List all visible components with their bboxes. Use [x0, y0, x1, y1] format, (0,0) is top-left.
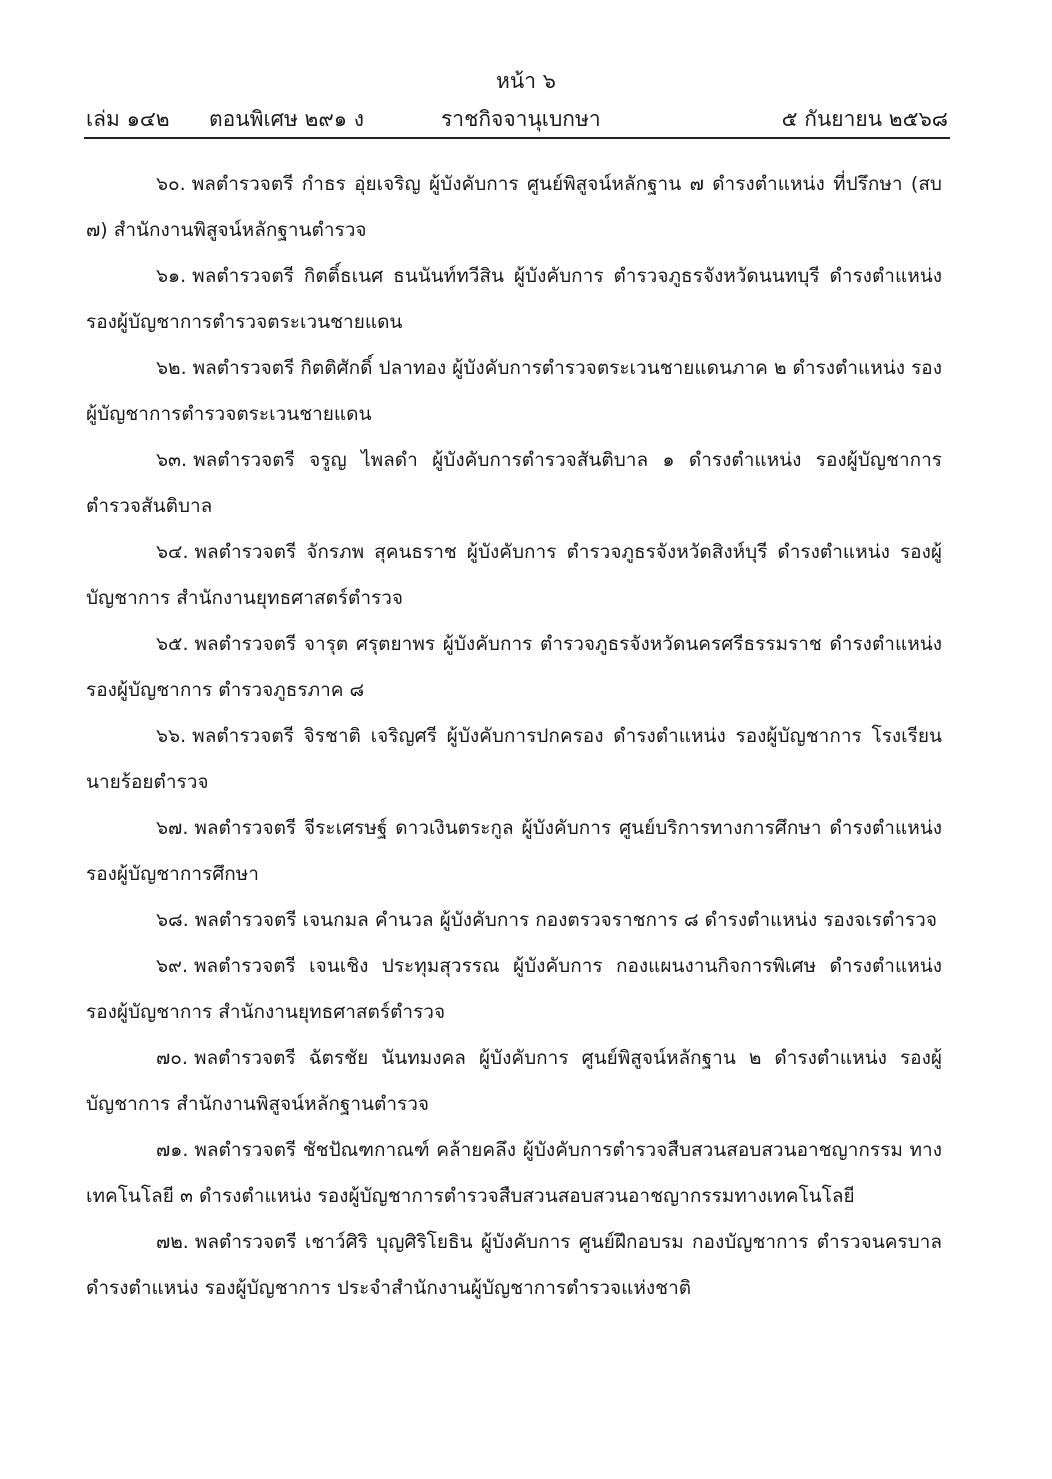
item-number: ๖๐. — [156, 173, 186, 195]
item-text: พลตำรวจตรี เชาว์ศิริ บุญศิริโยธิน ผู้บังคับการ ศูนย์ฝึกอบรม กองบัญชาการ ตำรวจนครบาล ดำรงตำแหน่ง รองผู้บัญชาการ ประจำสำนักงานผู้บัญชาการตำรวจแห่งชาติ — [86, 1231, 942, 1299]
item-text: พลตำรวจตรี ชัชปัณฑกาณฑ์ คล้ายคลึง ผู้บังคับการตำรวจสืบสวนสอบสวนอาชญากรรม ทางเทคโนโลยี ๓ ดำรงตำแหน่ง รองผู้บัญชาการตำรวจสืบสวนสอบสวนอาชญากรรมทางเทคโนโลยี — [86, 1139, 942, 1207]
list-item — [86, 1127, 942, 1219]
list-item — [86, 437, 942, 529]
item-number: ๖๘. — [156, 909, 189, 931]
item-number: ๖๒. — [156, 357, 187, 379]
list-item — [86, 713, 942, 805]
list-item — [86, 805, 942, 897]
list-item — [86, 345, 942, 437]
header-divider — [84, 137, 950, 139]
publication-date: ๕ กันยายน ๒๕๖๘ — [781, 107, 948, 131]
item-number: ๖๖. — [156, 725, 187, 747]
item-text: พลตำรวจตรี จรูญ ไพลดำ ผู้บังคับการตำรวจสันติบาล ๑ ดำรงตำแหน่ง รองผู้บัญชาการ ตำรวจสันติบาล — [86, 449, 942, 517]
item-number: ๖๑. — [156, 265, 187, 287]
gazette-header — [86, 104, 948, 134]
item-number: ๖๓. — [156, 449, 188, 471]
list-item — [86, 897, 942, 943]
issue-label: ตอนพิเศษ ๒๙๑ ง — [209, 107, 364, 131]
item-text: พลตำรวจตรี กำธร อุ่ยเจริญ ผู้บังคับการ ศูนย์พิสูจน์หลักฐาน ๗ ดำรงตำแหน่ง ที่ปรึกษา (สบ ๗) สำนักงานพิสูจน์หลักฐานตำรวจ — [86, 173, 942, 241]
item-number: ๖๔. — [156, 541, 189, 563]
item-text: พลตำรวจตรี จีระเศรษฐ์ ดาวเงินตระกูล ผู้บังคับการ ศูนย์บริการทางการศึกษา ดำรงตำแหน่ง รองผู้บัญชาการศึกษา — [86, 817, 942, 885]
item-text: พลตำรวจตรี ฉัตรชัย นันทมงคล ผู้บังคับการ ศูนย์พิสูจน์หลักฐาน ๒ ดำรงตำแหน่ง รองผู้บัญชาการ สำนักงานพิสูจน์หลักฐานตำรวจ — [86, 1047, 942, 1115]
item-text: พลตำรวจตรี จารุต ศรุตยาพร ผู้บังคับการ ตำรวจภูธรจังหวัดนครศรีธรรมราช ดำรงตำแหน่ง รองผู้บัญชาการ ตำรวจภูธรภาค ๘ — [86, 633, 942, 701]
item-number: ๗๐. — [156, 1047, 188, 1069]
item-text: พลตำรวจตรี กิตติ์ธเนศ ธนนันท์ทวีสิน ผู้บังคับการ ตำรวจภูธรจังหวัดนนทบุรี ดำรงตำแหน่ง รองผู้บัญชาการตำรวจตระเวนชายแดน — [86, 265, 942, 333]
volume-label: เล่ม ๑๔๒ — [86, 107, 170, 131]
item-number: ๗๑. — [156, 1139, 189, 1161]
gazette-title: ราชกิจจานุเบกษา — [441, 107, 601, 131]
item-text: พลตำรวจตรี กิตติศักดิ์ ปลาทอง ผู้บังคับการตำรวจตระเวนชายแดนภาค ๒ ดำรงตำแหน่ง รองผู้บัญชาการตำรวจตระเวนชายแดน — [86, 357, 942, 425]
item-number: ๖๙. — [156, 955, 189, 977]
item-number: ๗๒. — [156, 1231, 189, 1253]
list-item — [86, 621, 942, 713]
item-text: พลตำรวจตรี จักรภพ สุคนธราช ผู้บังคับการ ตำรวจภูธรจังหวัดสิงห์บุรี ดำรงตำแหน่ง รองผู้บัญชาการ สำนักงานยุทธศาสตร์ตำรวจ — [86, 541, 942, 609]
page-number: หน้า ๖ — [496, 69, 556, 93]
list-item — [86, 943, 942, 1035]
item-number: ๖๗. — [156, 817, 189, 839]
item-text: พลตำรวจตรี จิรชาติ เจริญศรี ผู้บังคับการปกครอง ดำรงตำแหน่ง รองผู้บัญชาการ โรงเรียนนายร้อยตำรวจ — [86, 725, 942, 793]
list-item — [86, 161, 942, 253]
list-item — [86, 253, 942, 345]
item-text: พลตำรวจตรี เจนกมล คำนวล ผู้บังคับการ กองตรวจราชการ ๘ ดำรงตำแหน่ง รองจเรตำรวจ — [194, 909, 937, 931]
list-item — [86, 1219, 942, 1311]
item-number: ๖๕. — [156, 633, 189, 655]
list-item — [86, 1035, 942, 1127]
appointment-list — [86, 161, 942, 1311]
list-item — [86, 529, 942, 621]
item-text: พลตำรวจตรี เจนเชิง ประทุมสุวรรณ ผู้บังคับการ กองแผนงานกิจการพิเศษ ดำรงตำแหน่ง รองผู้บัญชาการ สำนักงานยุทธศาสตร์ตำรวจ — [86, 955, 942, 1023]
